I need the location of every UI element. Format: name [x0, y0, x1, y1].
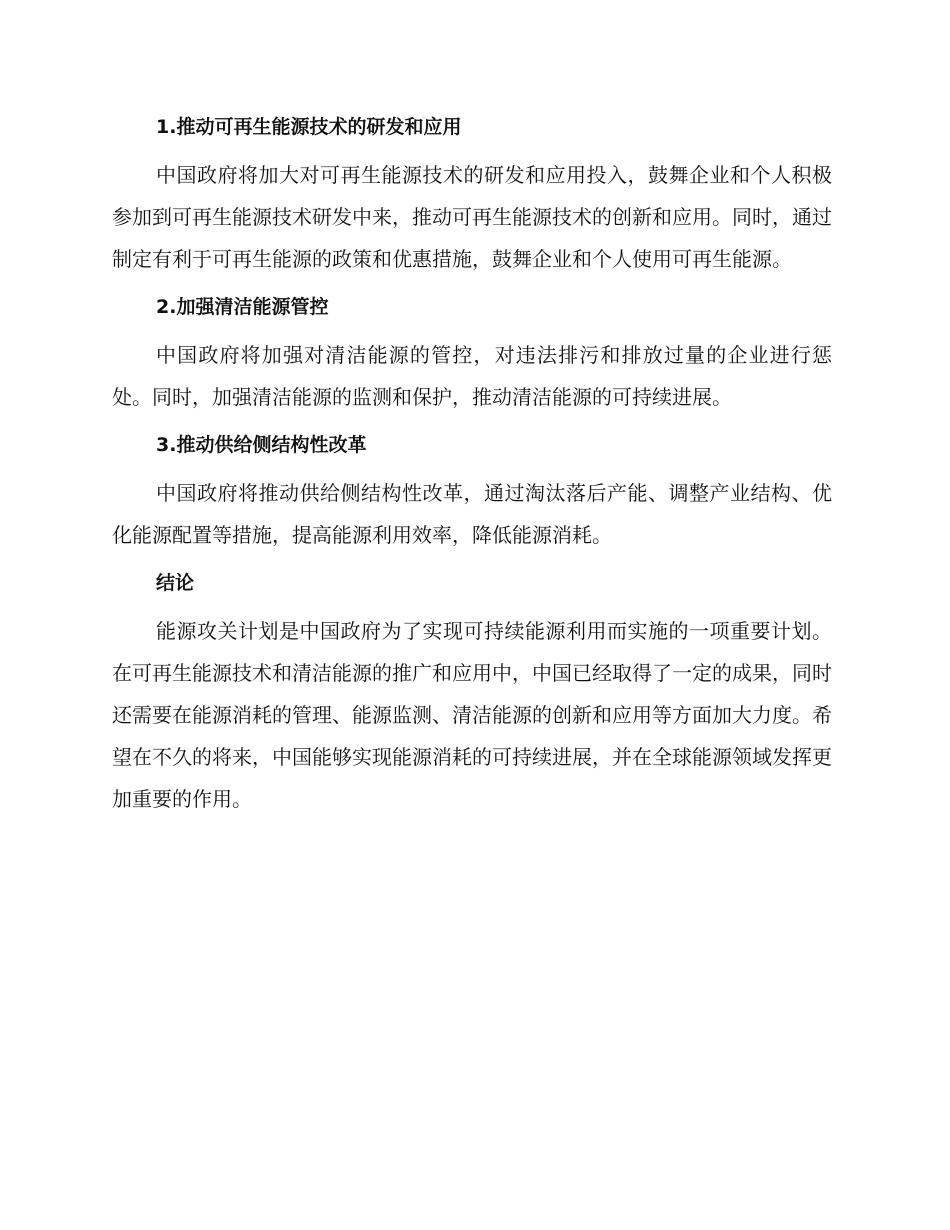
conclusion-paragraph: 能源攻关计划是中国政府为了实现可持续能源利用而实施的一项重要计划。在可再生能源技术和清洁能源的推广和应用中，中国已经取得了一定的成果，同时还需要在能源消耗的管理、能源监测、清洁能源的创新和应用等方面加大力度。希望在不久的将来，中国能够实现能源消耗的可持续进展，并在全球能源领域发挥更加重要的作用。 — [112, 619, 832, 811]
section-paragraph-2: 中国政府将加强对清洁能源的管控，对违法排污和排放过量的企业进行惩处。同时，加强清洁能源的监测和保护，推动清洁能源的可持续进展。 — [112, 343, 832, 409]
section-paragraph-1: 中国政府将加大对可再生能源技术的研发和应用投入，鼓舞企业和个人积极参加到可再生能源技术研发中来，推动可再生能源技术的创新和应用。同时，通过制定有利于可再生能源的政策和优惠措施，鼓舞企业和个人使用可再生能源。 — [112, 163, 832, 271]
conclusion-heading: 结论 — [156, 572, 195, 594]
section-paragraph-3: 中国政府将推动供给侧结构性改革，通过淘汰落后产能、调整产业结构、优化能源配置等措施，提高能源利用效率，降低能源消耗。 — [112, 481, 832, 547]
document-body — [112, 112, 832, 820]
section-heading-2: 2.加强清洁能源管控 — [156, 296, 329, 318]
section-heading-1: 1.推动可再生能源技术的研发和应用 — [156, 116, 462, 138]
section-heading-3: 3.推动供给侧结构性改革 — [156, 434, 367, 456]
